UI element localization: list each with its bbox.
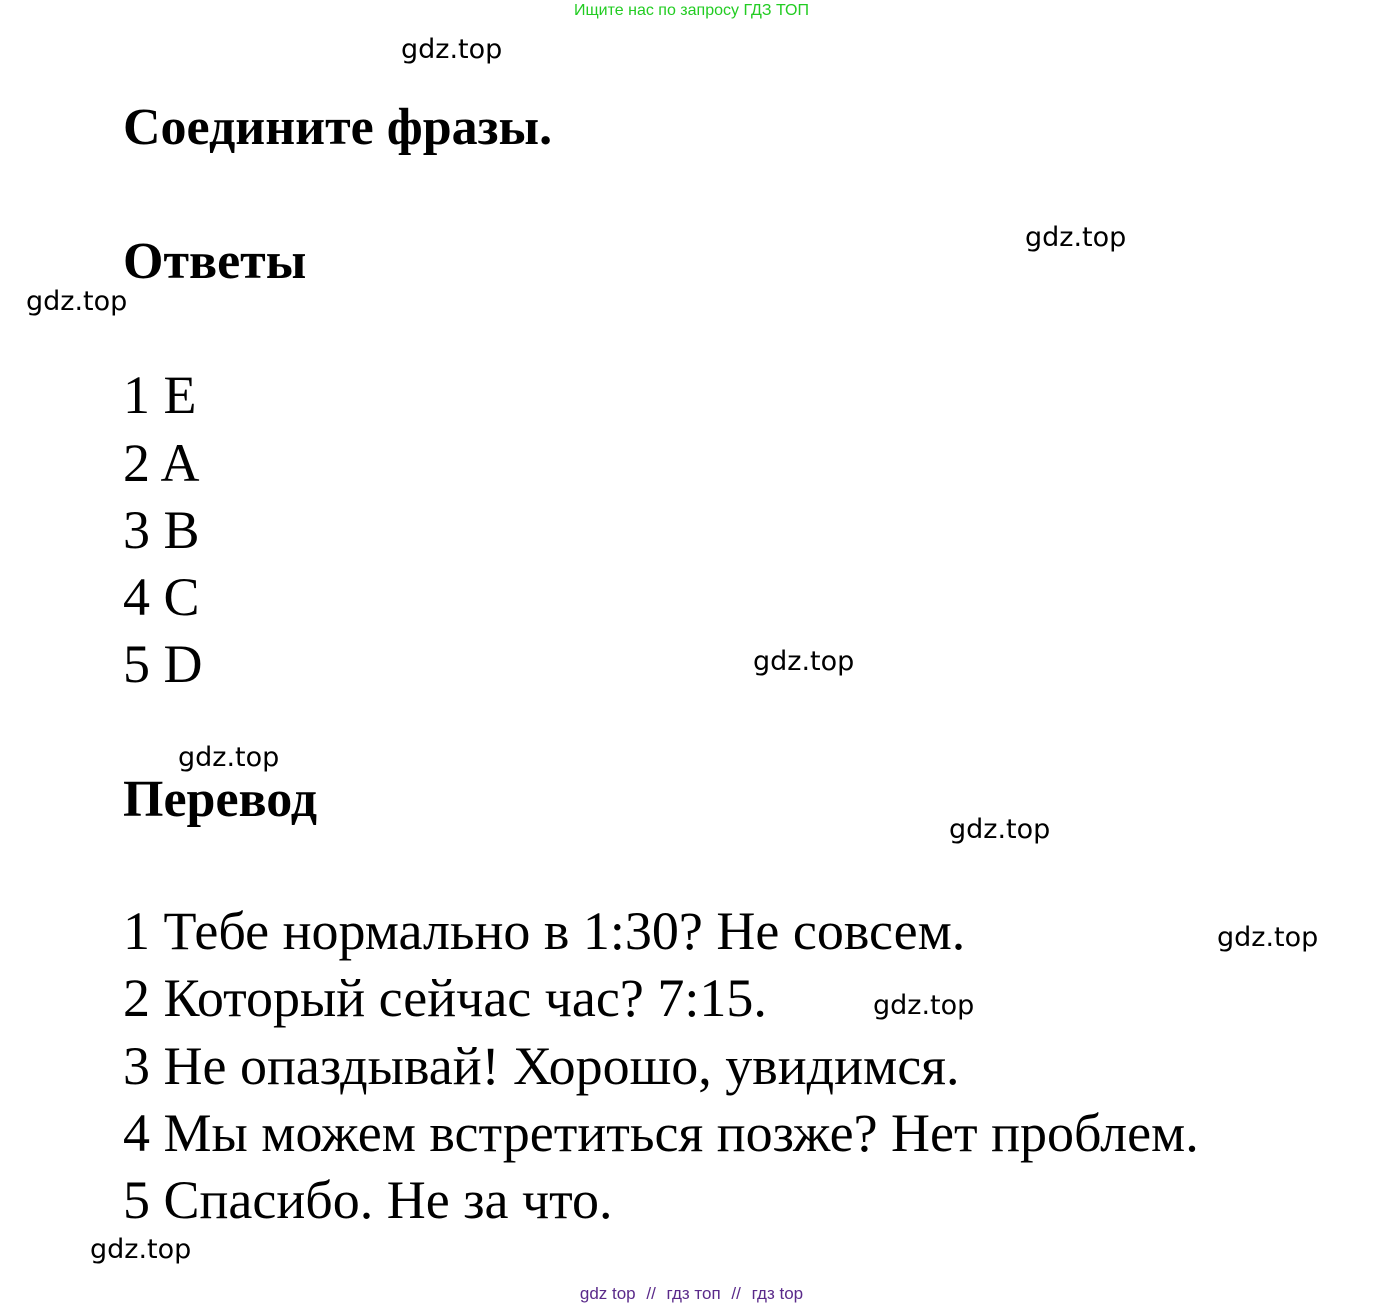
watermark: gdz.top xyxy=(873,990,975,1021)
watermark: gdz.top xyxy=(949,814,1051,845)
footer-link-gdz-top-mixed[interactable]: гдз top xyxy=(751,1284,804,1303)
watermark: gdz.top xyxy=(753,646,855,677)
footer-separator: // xyxy=(646,1284,656,1303)
watermark: gdz.top xyxy=(26,286,128,317)
footer-link-gdz-top-ru[interactable]: гдз топ xyxy=(666,1284,721,1303)
watermark: gdz.top xyxy=(1025,222,1127,253)
watermark: gdz.top xyxy=(1217,922,1319,953)
page-title: Соедините фразы. xyxy=(123,99,553,156)
answers-heading: Ответы xyxy=(123,233,307,290)
answer-item: 1 E xyxy=(123,365,197,425)
top-banner[interactable]: Ищите нас по запросу ГДЗ ТОП xyxy=(574,2,809,19)
translation-item: 3 Не опаздывай! Хорошо, увидимся. xyxy=(123,1036,960,1096)
translation-item: 5 Спасибо. Не за что. xyxy=(123,1170,613,1230)
watermark: gdz.top xyxy=(178,742,280,773)
watermark: gdz.top xyxy=(90,1234,192,1265)
answer-item: 3 B xyxy=(123,500,200,560)
footer-links xyxy=(0,1284,1383,1304)
translation-item: 1 Тебе нормально в 1:30? Не совсем. xyxy=(123,901,966,961)
answer-item: 2 A xyxy=(123,433,200,493)
answer-item: 5 D xyxy=(123,634,203,694)
translation-item: 4 Мы можем встретиться позже? Нет проблем. xyxy=(123,1103,1199,1163)
footer-separator: // xyxy=(731,1284,741,1303)
translation-heading: Перевод xyxy=(123,771,318,828)
footer-link-gdz-top[interactable]: gdz top xyxy=(579,1284,636,1303)
answer-item: 4 C xyxy=(123,567,200,627)
translation-item: 2 Который сейчас час? 7:15. xyxy=(123,968,767,1028)
watermark: gdz.top xyxy=(401,34,503,65)
